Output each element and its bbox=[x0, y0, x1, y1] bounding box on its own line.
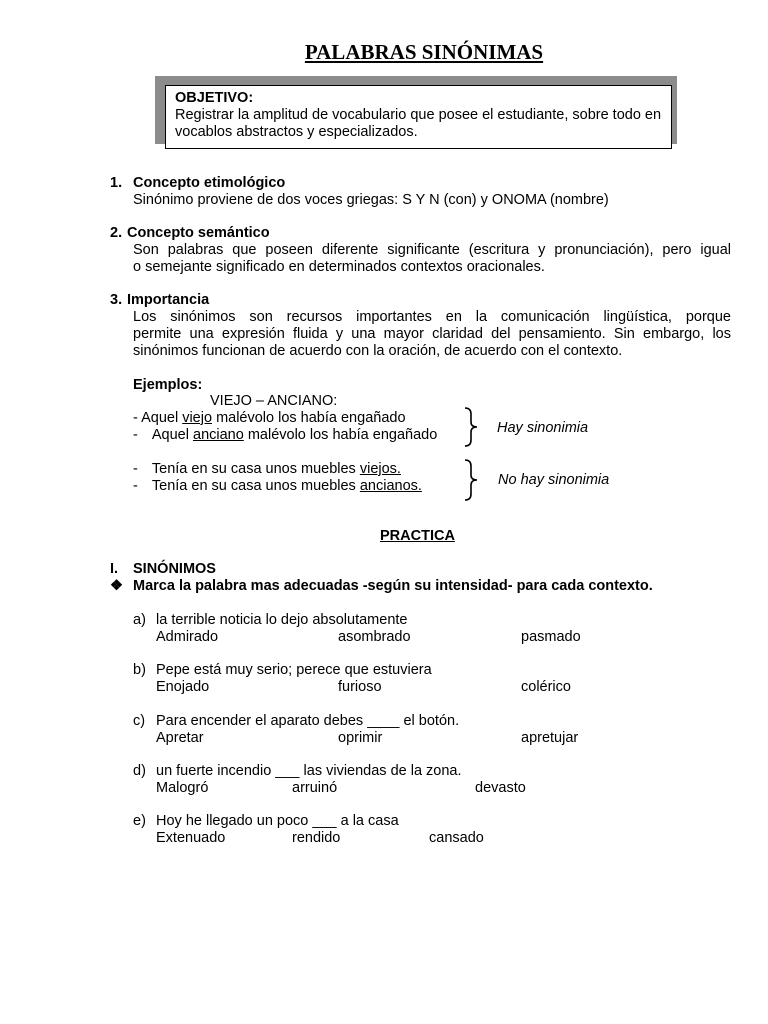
section-2-line-1: Son palabras que poseen diferente significante (escritura y pronunciación), pero igual bbox=[133, 242, 731, 258]
item-b-letter: b) bbox=[133, 662, 146, 678]
item-d-option-2: arruinó bbox=[292, 780, 338, 796]
section-3-line-2: permite una expresión fluida y una mayor claridad del pensamiento. Sin embargo, los bbox=[133, 326, 731, 342]
example-1-line-2 bbox=[133, 427, 437, 444]
item-a-prompt: la terrible noticia lo dejo absolutamente bbox=[156, 612, 408, 628]
item-a-option-1: Admirado bbox=[156, 629, 219, 645]
example-word: viejos. bbox=[359, 461, 401, 477]
item-c-option-3: apretujar bbox=[521, 730, 579, 746]
right-brace-icon bbox=[462, 459, 480, 501]
section-2-paragraph bbox=[133, 242, 731, 276]
item-c-option-2: oprimir bbox=[338, 730, 383, 746]
item-d-prompt: un fuerte incendio ___ las viviendas de la zona. bbox=[156, 763, 462, 779]
item-c-prompt: Para encender el aparato debes ____ el botón. bbox=[156, 713, 460, 729]
section-2-heading: Concepto semántico bbox=[127, 225, 270, 241]
example-word: viejo bbox=[182, 410, 213, 426]
section-2-line-2: o semejante significado en determinados contextos oracionales. bbox=[133, 259, 545, 275]
section-3-line-3: sinónimos funcionan de acuerdo con la oración, de acuerdo con el contexto. bbox=[133, 343, 623, 359]
right-brace-icon bbox=[462, 407, 480, 447]
practice-instruction: Marca la palabra mas adecuadas -según su intensidad- para cada contexto. bbox=[133, 578, 653, 594]
example-2-line-2 bbox=[133, 478, 422, 495]
practice-section-number: I. bbox=[110, 561, 119, 577]
item-d-option-1: Malogró bbox=[156, 780, 209, 796]
example-2-line-1 bbox=[133, 461, 401, 478]
item-c-option-1: Apretar bbox=[156, 730, 204, 746]
examples-label: Ejemplos: bbox=[133, 377, 203, 393]
example-pre: Tenía en su casa unos muebles bbox=[151, 478, 356, 494]
item-b-option-2: furioso bbox=[338, 679, 382, 695]
item-b-option-1: Enojado bbox=[156, 679, 210, 695]
example-word: ancianos. bbox=[359, 478, 422, 494]
example-1-line-1 bbox=[133, 410, 406, 427]
page-title: PALABRAS SINÓNIMAS bbox=[304, 40, 544, 64]
section-3-heading: Importancia bbox=[127, 292, 210, 308]
item-d-letter: d) bbox=[133, 763, 146, 779]
item-e-letter: e) bbox=[133, 813, 146, 829]
example-pre: Aquel bbox=[141, 410, 179, 426]
objective-box bbox=[165, 85, 672, 149]
item-e-option-1: Extenuado bbox=[156, 830, 226, 846]
example-post: malévolo los había engañado bbox=[247, 427, 438, 443]
dash: - bbox=[133, 478, 138, 494]
example-pre: Aquel bbox=[151, 427, 189, 443]
practice-heading: PRACTICA bbox=[380, 528, 455, 544]
item-a-option-3: pasmado bbox=[521, 629, 581, 645]
dash: - bbox=[133, 461, 138, 477]
item-e-option-2: rendido bbox=[292, 830, 341, 846]
item-a-letter: a) bbox=[133, 612, 146, 628]
item-e-option-3: cansado bbox=[429, 830, 484, 846]
examples-pair: VIEJO – ANCIANO: bbox=[210, 393, 338, 409]
item-c-letter: c) bbox=[133, 713, 146, 729]
objective-text: Registrar la amplitud de vocabulario que posee el estudiante, sobre todo en vocablos abstractos y especializados. bbox=[175, 107, 662, 140]
item-b-prompt: Pepe está muy serio; perece que estuviera bbox=[156, 662, 432, 678]
item-d-option-3: devasto bbox=[475, 780, 526, 796]
item-b-option-3: colérico bbox=[521, 679, 571, 695]
example-pre: Tenía en su casa unos muebles bbox=[151, 461, 356, 477]
section-3-line-1: Los sinónimos son recursos importantes en la comunicación lingüística, porque bbox=[133, 309, 731, 325]
section-1-heading: Concepto etimológico bbox=[133, 175, 286, 191]
dash: - bbox=[133, 410, 138, 426]
section-1-number: 1. bbox=[110, 175, 123, 191]
example-2-note: No hay sinonimia bbox=[498, 472, 610, 488]
section-2-number: 2. bbox=[110, 225, 123, 241]
example-post: malévolo los había engañado bbox=[216, 410, 406, 426]
practice-section-title: SINÓNIMOS bbox=[133, 561, 216, 577]
section-1-text: Sinónimo proviene de dos voces griegas: S Y N (con) y ONOMA (nombre) bbox=[133, 192, 609, 208]
item-a-option-2: asombrado bbox=[338, 629, 411, 645]
example-word: anciano bbox=[193, 427, 244, 443]
example-1-note: Hay sinonimia bbox=[497, 420, 589, 436]
diamond-bullet-icon: ❖ bbox=[110, 578, 123, 594]
section-3-number: 3. bbox=[110, 292, 123, 308]
section-3-paragraph bbox=[133, 309, 731, 360]
item-e-prompt: Hoy he llegado un poco ___ a la casa bbox=[156, 813, 399, 829]
objective-label: OBJETIVO: bbox=[175, 90, 254, 106]
dash: - bbox=[133, 427, 138, 443]
